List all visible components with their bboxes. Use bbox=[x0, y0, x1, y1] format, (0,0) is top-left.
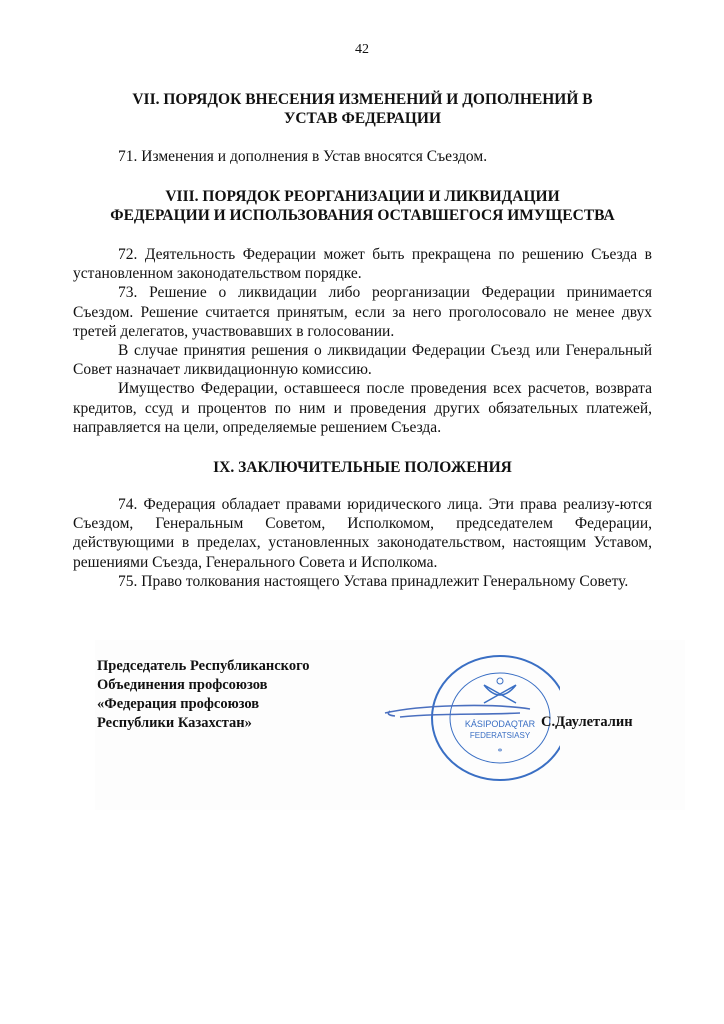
paragraph-72: 72. Деятельность Федерации может быть прекращена по решению Съезда в установленном законодательством порядке. bbox=[73, 246, 652, 283]
section-7-heading bbox=[73, 90, 652, 128]
section-9-heading: IX. ЗАКЛЮЧИТЕЛЬНЫЕ ПОЛОЖЕНИЯ bbox=[213, 459, 512, 476]
section-9-body bbox=[0, 495, 652, 591]
heading-line: VII. ПОРЯДОК ВНЕСЕНИЯ ИЗМЕНЕНИЙ И ДОПОЛНЕНИЙ В bbox=[132, 91, 593, 108]
heading-line: УСТАВ ФЕДЕРАЦИИ bbox=[283, 110, 442, 127]
heading-line: VIII. ПОРЯДОК РЕОРГАНИЗАЦИИ И ЛИКВИДАЦИИ bbox=[165, 188, 560, 205]
paragraph-liquidation-commission: В случае принятия решения о ликвидации Федерации Съезд или Генеральный Совет назначает ликвидационную комиссию. bbox=[73, 342, 652, 379]
signatory-name: С.Даулеталин bbox=[541, 714, 633, 730]
paragraph-property: Имущество Федерации, оставшееся после проведения всех расчетов, возврата кредитов, ссуд и процентов по ним и проведения других обязательных платежей, направляется на цели, определяемые решением Съезда. bbox=[73, 380, 652, 436]
svg-text:FEDERATSIASY: FEDERATSIASY bbox=[469, 731, 531, 740]
handwritten-signature bbox=[385, 706, 530, 717]
paragraph-75: 75. Право толкования настоящего Устава принадлежит Генеральному Совету. bbox=[118, 572, 629, 590]
heading-line: ФЕДЕРАЦИИ И ИСПОЛЬЗОВАНИЯ ОСТАВШЕГОСЯ ИМУЩЕСТВА bbox=[110, 207, 615, 224]
section-8-heading bbox=[73, 187, 652, 225]
svg-text:*: * bbox=[497, 747, 503, 758]
paragraph-73: 73. Решение о ликвидации либо реорганизации Федерации принимается Съездом. Решение считается принятым, если за него проголосовало не менее двух третей делегатов, участвовавших в голосовании. bbox=[73, 284, 652, 340]
title-line: Председатель Республиканского bbox=[97, 658, 310, 674]
title-line: Республики Казахстан» bbox=[97, 715, 252, 731]
paragraph-74: 74. Федерация обладает правами юридического лица. Эти права реализу-ются Съездом, Генеральным Советом, Исполкомом, председателем Федерации, действующими в пределах, установленных законодательством, настоящим Уставом, решениями Съезда, Генерального Совета и Исполкома. bbox=[73, 496, 652, 571]
title-line: «Федерация профсоюзов bbox=[97, 696, 260, 712]
svg-text:KÁSIPODAQTAR: KÁSIPODAQTAR bbox=[464, 719, 536, 729]
title-line: Объединения профсоюзов bbox=[97, 677, 268, 693]
section-8-body bbox=[0, 245, 652, 437]
signatory-title bbox=[97, 657, 310, 733]
stamp-and-signature bbox=[380, 655, 560, 785]
page-number: 42 bbox=[355, 42, 369, 57]
paragraph-71: 71. Изменения и дополнения в Устав вносятся Съездом. bbox=[118, 148, 488, 165]
